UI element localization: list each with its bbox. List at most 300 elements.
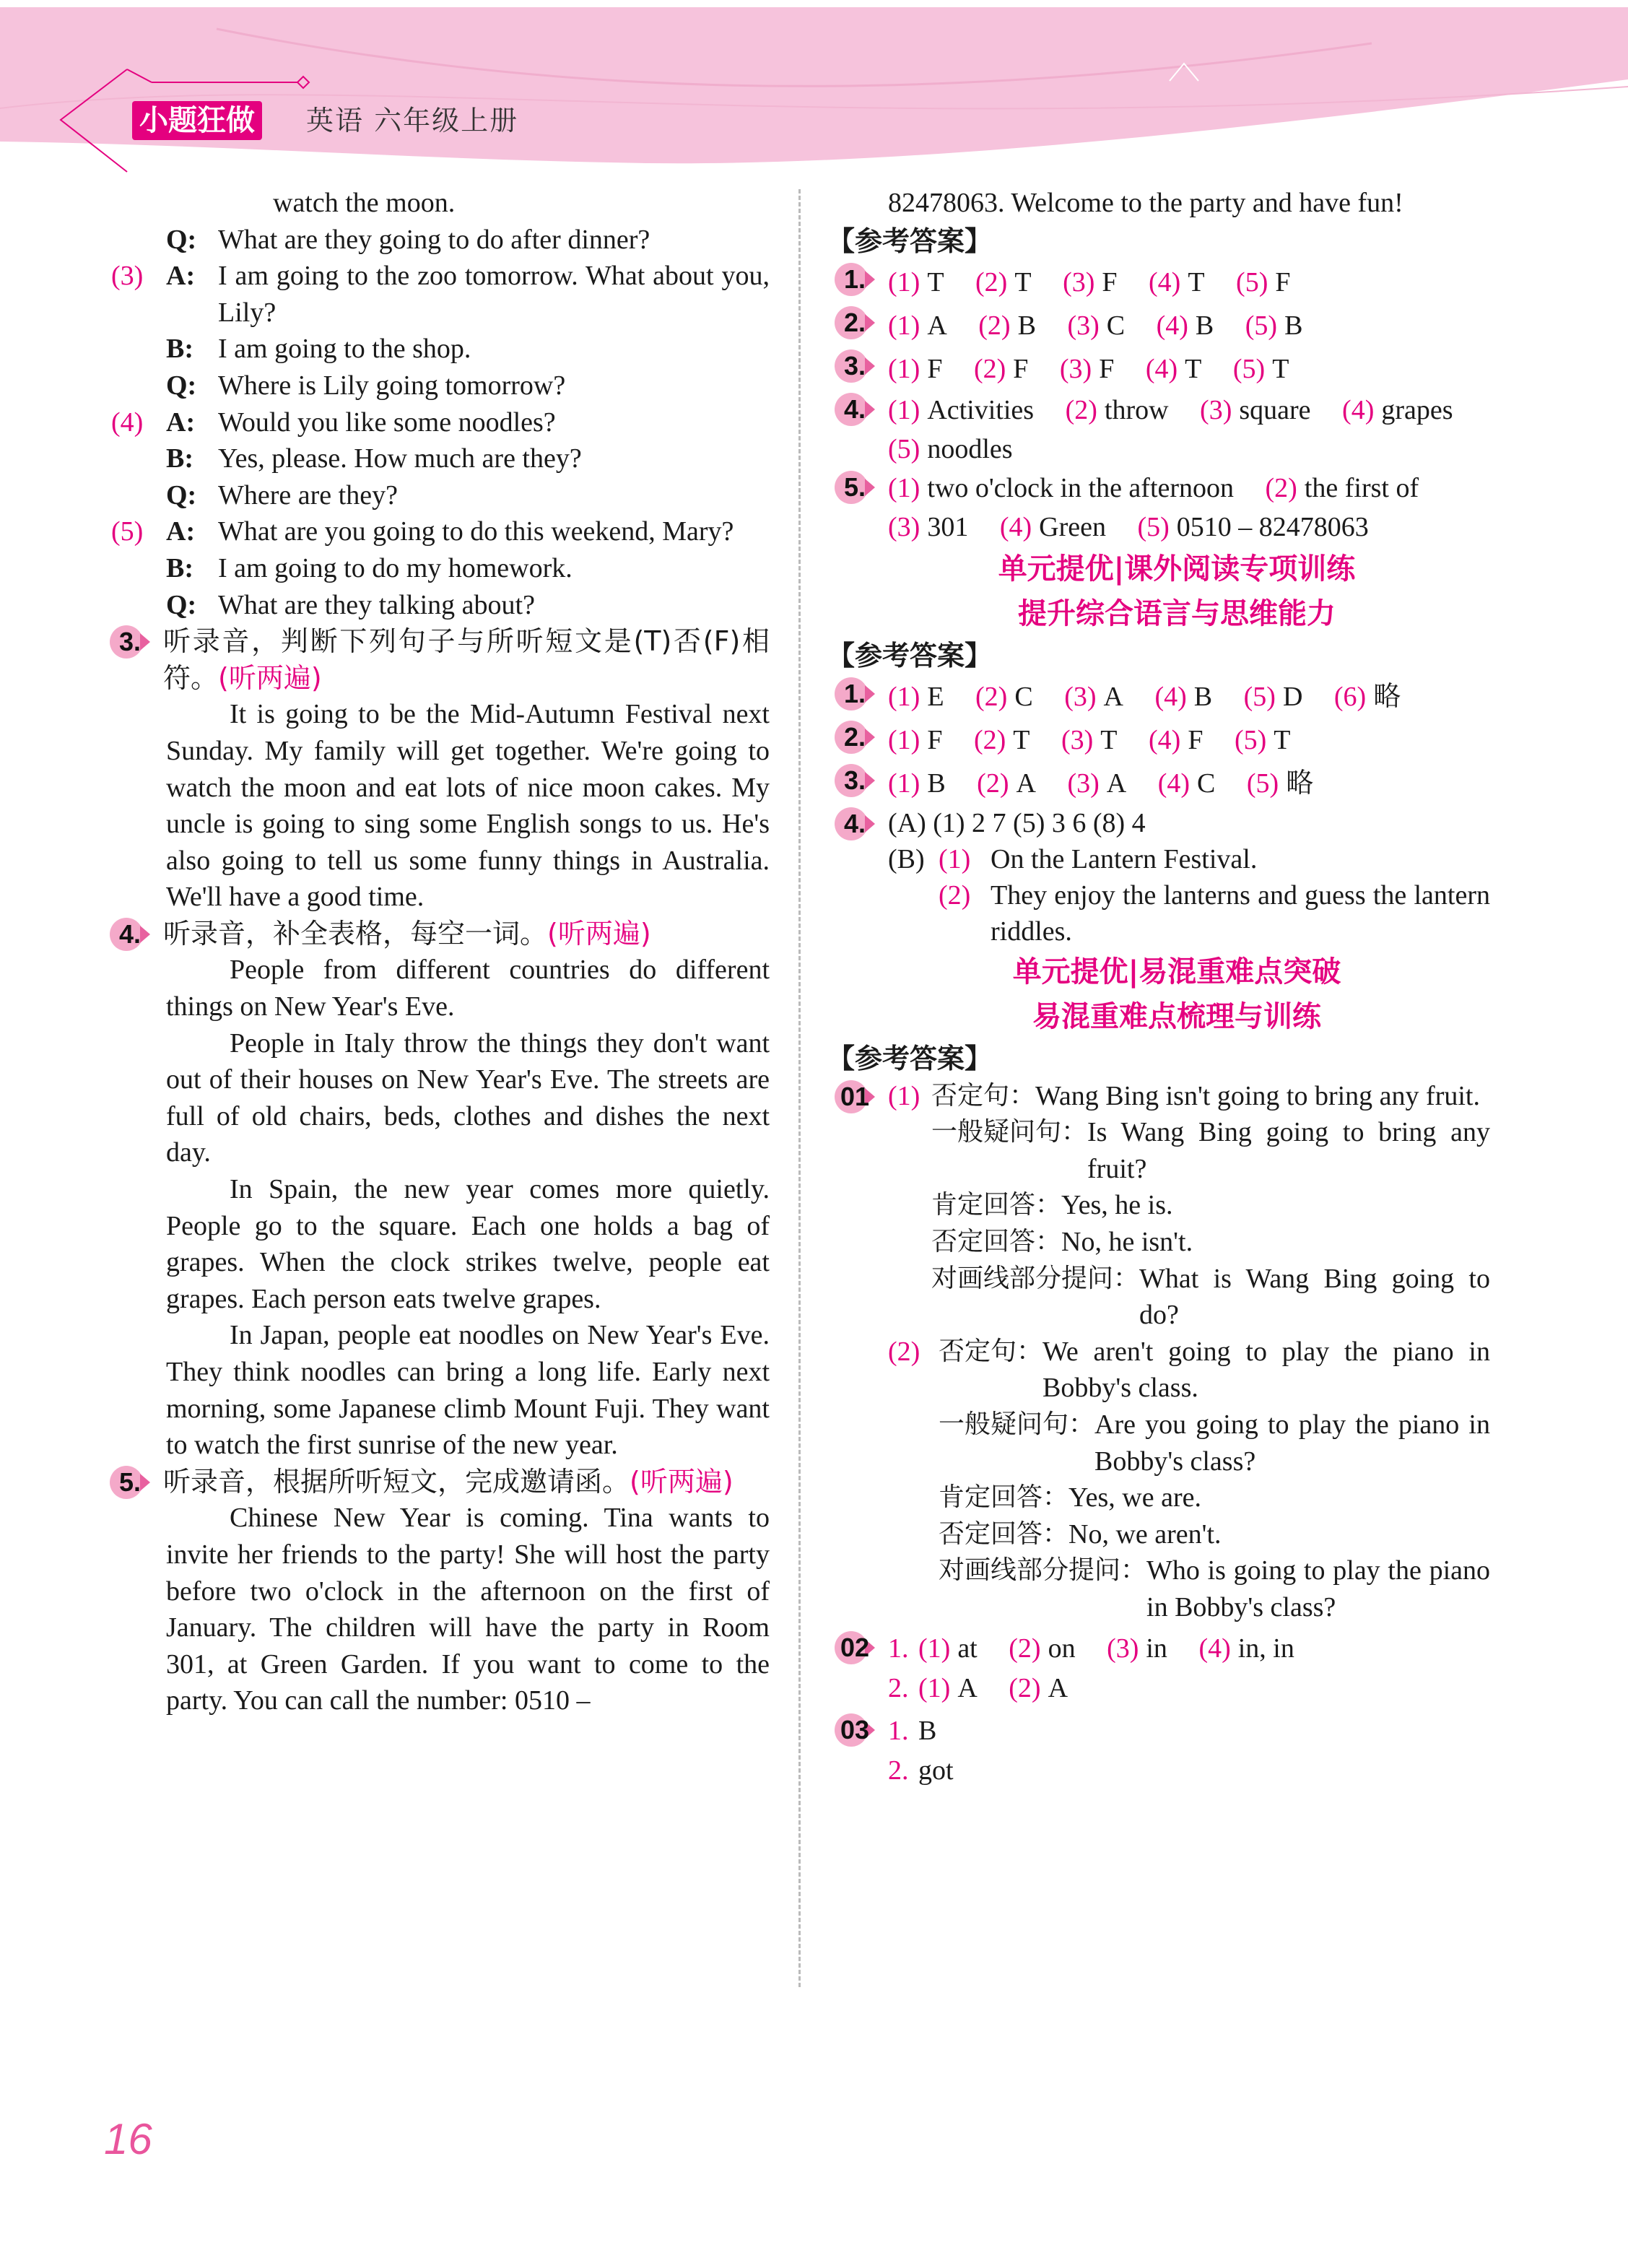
answer-index: (2) bbox=[977, 768, 1009, 799]
answer-value: Green bbox=[1039, 511, 1106, 542]
answer-item bbox=[888, 473, 1234, 503]
answer-index: (2) bbox=[973, 724, 1006, 755]
speaker-label: Q: bbox=[166, 479, 197, 510]
answer-index: (1) bbox=[918, 1633, 951, 1664]
listen-twice-note: (听两遍) bbox=[547, 917, 651, 950]
question-number: 5. bbox=[843, 472, 866, 502]
transform-entry bbox=[939, 1407, 1490, 1480]
answer-index: (5) bbox=[888, 433, 920, 464]
answer-group-body bbox=[930, 1078, 1490, 1334]
answer-row bbox=[835, 1629, 1490, 1708]
question-number-badge bbox=[110, 623, 152, 659]
question-number-badge bbox=[835, 347, 876, 383]
question-number-badge bbox=[835, 762, 876, 798]
answer-item bbox=[1061, 725, 1118, 755]
answer-index: (2) bbox=[1265, 472, 1297, 503]
answer-item bbox=[1064, 682, 1123, 712]
answer-line-b bbox=[888, 841, 1490, 950]
answer-item bbox=[939, 841, 1490, 877]
answer-row bbox=[835, 304, 1490, 347]
sub-answer-body bbox=[918, 1711, 936, 1751]
section-subtitle: 提升综合语言与思维能力 bbox=[1018, 596, 1336, 630]
answer-index: (1) bbox=[918, 1672, 951, 1703]
sub-answer bbox=[888, 1629, 1490, 1669]
answer-value: T bbox=[1274, 724, 1291, 755]
answer-index: (1) bbox=[888, 1080, 920, 1111]
dialogue-line bbox=[166, 440, 770, 477]
answer-item bbox=[888, 310, 947, 341]
question-number-badge bbox=[835, 304, 876, 340]
answer-index: (1) bbox=[888, 310, 920, 341]
answer-value: 略 bbox=[1373, 681, 1401, 712]
answer-row bbox=[835, 1711, 1490, 1791]
answer-value: A bbox=[927, 310, 947, 341]
answer-value: T bbox=[1185, 353, 1202, 384]
answer-value: A bbox=[957, 1672, 978, 1703]
answer-item bbox=[1266, 473, 1419, 503]
dialogue-line bbox=[111, 404, 770, 441]
answer-item bbox=[1000, 512, 1106, 542]
answer-value: T bbox=[1100, 724, 1118, 755]
answer-index: (1) bbox=[888, 724, 920, 755]
speaker-label: Q: bbox=[166, 224, 197, 255]
question-number: 3. bbox=[118, 627, 142, 657]
answer-index: (4) bbox=[1149, 266, 1181, 297]
answer-item bbox=[1146, 354, 1202, 384]
answer-index: (4) bbox=[1156, 310, 1188, 341]
answer-row-body bbox=[888, 261, 1490, 304]
answer-item bbox=[1149, 725, 1203, 755]
answer-item bbox=[978, 310, 1036, 341]
answer-index: (2) bbox=[1009, 1633, 1041, 1664]
transform-entry bbox=[939, 1516, 1490, 1553]
answer-index: (2) bbox=[975, 266, 1008, 297]
question-number: 2. bbox=[843, 307, 866, 337]
answer-item bbox=[888, 395, 1034, 425]
right-column bbox=[827, 185, 1490, 1791]
answer-value: C bbox=[1197, 768, 1216, 799]
answer-item bbox=[888, 354, 942, 384]
answer-value: B bbox=[1017, 310, 1036, 341]
sentence-type-label: 一般疑问句： bbox=[931, 1117, 1088, 1147]
answer-item bbox=[1235, 725, 1291, 755]
question-number: 02 bbox=[840, 1632, 870, 1662]
answer-row-body bbox=[888, 304, 1490, 347]
answer-item bbox=[977, 768, 1036, 799]
answer-item bbox=[1154, 682, 1212, 712]
answer-value: C bbox=[1014, 681, 1033, 712]
answer-value: B bbox=[1193, 681, 1213, 712]
passage-paragraph: Chinese New Year is coming. Tina wants to invite her friends to the party! She will host the party before two o'clock in the afternoon on the first of January. The children will have the party in Room 301, at Green Garden. If you want to come to the party. You can call the number: 0510 – bbox=[166, 1503, 770, 1716]
answer-row-body bbox=[888, 805, 1490, 950]
question-number-badge bbox=[835, 469, 876, 505]
speaker-label: B: bbox=[166, 443, 193, 474]
answer-key-label: 【参考答案】 bbox=[827, 225, 993, 257]
sentence-type-label: 否定句： bbox=[931, 1080, 1036, 1111]
answer-value: got bbox=[918, 1755, 954, 1786]
transform-entry bbox=[931, 1114, 1490, 1187]
sentence-type-label: 对画线部分提问： bbox=[939, 1555, 1147, 1586]
speaker-label: B: bbox=[166, 552, 193, 583]
answer-value: B bbox=[1195, 310, 1214, 341]
answer-index: (5) bbox=[1243, 681, 1276, 712]
answer-value: F bbox=[927, 353, 943, 384]
answer-value: B bbox=[1284, 310, 1303, 341]
answer-row-body bbox=[888, 1711, 1490, 1791]
answer-value: grapes bbox=[1381, 394, 1453, 425]
dialogue-line bbox=[166, 550, 770, 587]
answer-value: square bbox=[1239, 394, 1311, 425]
dialogue-text: Where are they? bbox=[218, 479, 398, 510]
sub-answer-body bbox=[918, 1751, 954, 1791]
answer-row bbox=[835, 718, 1490, 762]
section-title: 单元提优|课外阅读专项训练 bbox=[998, 552, 1356, 586]
answer-row-body bbox=[888, 1629, 1490, 1708]
answer-item bbox=[1158, 768, 1216, 799]
answer-value: A bbox=[1048, 1672, 1068, 1703]
answer-index: (5) bbox=[1245, 310, 1278, 341]
answer-item bbox=[918, 1633, 978, 1664]
answer-row-body bbox=[888, 1078, 1490, 1626]
answer-line-a: (A) (1) 2 7 (5) 3 6 (8) 4 bbox=[888, 807, 1146, 838]
passage-paragraph: People in Italy throw the things they don't want out of their houses on New Year's Eve. The streets are full of old chairs, beds, clothes and dishes the next day. bbox=[166, 1027, 770, 1168]
answer-index: (5) bbox=[1236, 266, 1268, 297]
sentence-answer: No, we aren't. bbox=[1068, 1518, 1222, 1550]
answer-index: (5) bbox=[1232, 353, 1266, 384]
answer-part-b-items bbox=[939, 841, 1490, 950]
sub-answer bbox=[888, 1751, 1490, 1791]
answer-item bbox=[1009, 1673, 1068, 1703]
answer-value: A bbox=[1016, 768, 1036, 799]
listen-twice-note: (听两遍) bbox=[218, 661, 322, 694]
answer-value: F bbox=[1188, 724, 1203, 755]
answer-value: T bbox=[1013, 724, 1030, 755]
transform-entry bbox=[939, 1480, 1490, 1516]
answer-index: (4) bbox=[1342, 394, 1375, 425]
page-number: 16 bbox=[104, 2115, 152, 2163]
answer-row bbox=[835, 391, 1490, 469]
answer-item bbox=[888, 267, 944, 297]
answer-item bbox=[918, 1673, 978, 1703]
answer-value: F bbox=[1099, 353, 1115, 384]
answer-value: E bbox=[927, 681, 944, 712]
dialogue-line bbox=[166, 477, 770, 514]
answer-item bbox=[888, 768, 946, 799]
sub-answer bbox=[888, 1669, 1490, 1708]
dialogue-line bbox=[166, 331, 770, 368]
answer-index: (3) bbox=[1064, 681, 1097, 712]
answer-item bbox=[1244, 682, 1303, 712]
answer-index: (4) bbox=[1145, 353, 1178, 384]
speaker-label: Q: bbox=[166, 370, 197, 401]
answer-value: 301 bbox=[927, 511, 969, 542]
question-heading bbox=[110, 623, 770, 696]
answer-value: throw bbox=[1104, 394, 1169, 425]
answer-index: (5) bbox=[1246, 768, 1279, 799]
answer-value: F bbox=[1102, 266, 1118, 297]
answer-row bbox=[835, 469, 1490, 547]
answer-index: (1) bbox=[888, 394, 920, 425]
answer-value: 0510 – 82478063 bbox=[1176, 511, 1369, 542]
answer-value: On the Lantern Festival. bbox=[991, 843, 1258, 874]
answer-item bbox=[888, 434, 1013, 464]
answer-group-body bbox=[930, 1334, 1490, 1626]
answer-item bbox=[1245, 310, 1303, 341]
answer-item bbox=[975, 267, 1032, 297]
question-instruction bbox=[163, 623, 770, 696]
answer-item bbox=[1137, 512, 1368, 542]
question-number: 3. bbox=[843, 765, 866, 795]
sentence-answer: Are you going to play the piano in Bobby's class? bbox=[1094, 1409, 1490, 1477]
answer-index: (3) bbox=[1063, 266, 1095, 297]
sub-answer-body bbox=[918, 1669, 1092, 1708]
speaker-label: B: bbox=[166, 334, 193, 365]
transform-entry bbox=[931, 1187, 1490, 1224]
answer-index: (3) bbox=[1067, 310, 1100, 341]
dialogue-line bbox=[111, 258, 770, 331]
sentence-answer: Wang Bing isn't going to bring any fruit. bbox=[1035, 1080, 1480, 1111]
sentence-answer: What is Wang Bing going to do? bbox=[1139, 1263, 1490, 1331]
speaker-label: A: bbox=[166, 261, 196, 292]
answer-row-body bbox=[888, 391, 1490, 469]
question-instruction bbox=[163, 916, 770, 952]
answer-value: F bbox=[927, 724, 943, 755]
answer-item bbox=[888, 682, 944, 712]
answer-item bbox=[1157, 310, 1214, 341]
answer-value: the first of bbox=[1304, 472, 1419, 503]
answer-item bbox=[1247, 768, 1313, 799]
answer-index: (4) bbox=[1149, 724, 1181, 755]
answer-item bbox=[1067, 310, 1125, 341]
answer-item bbox=[974, 354, 1028, 384]
answer-index: (2) bbox=[973, 353, 1006, 384]
answer-value: A bbox=[1106, 768, 1127, 799]
answer-item bbox=[1066, 395, 1169, 425]
dialogue-text: Where is Lily going tomorrow? bbox=[218, 370, 566, 401]
dialogue-text: Yes, please. How much are they? bbox=[218, 443, 582, 474]
question-number-badge bbox=[835, 805, 876, 841]
dialogue-line bbox=[166, 222, 770, 258]
answer-value: T bbox=[1272, 353, 1289, 384]
answer-group bbox=[888, 1334, 1490, 1626]
transform-entry bbox=[939, 1334, 1490, 1407]
sentence-answer: Yes, we are. bbox=[1068, 1482, 1202, 1513]
answer-index: (3) bbox=[888, 511, 920, 542]
answer-index: (1) bbox=[888, 353, 920, 384]
sub-number: 2. bbox=[888, 1672, 909, 1703]
question-number-badge bbox=[835, 1078, 876, 1114]
dialogue-line bbox=[166, 368, 770, 404]
question-number-badge bbox=[835, 675, 876, 711]
sentence-type-label: 否定句： bbox=[939, 1336, 1043, 1366]
answer-index: (3) bbox=[1059, 353, 1092, 384]
passage-paragraph: It is going to be the Mid-Autumn Festival next Sunday. My family will get together. We're going to watch the moon and eat lots of nice moon cakes. My uncle is going to sing some English songs to us. He's also going to tell us some funny things in Australia. We'll have a good time. bbox=[166, 699, 770, 913]
question-instruction bbox=[163, 1464, 770, 1500]
answer-index: (4) bbox=[1154, 681, 1187, 712]
speaker-label: A: bbox=[166, 516, 196, 547]
question-number-badge bbox=[110, 1464, 152, 1500]
dialogue-text: Would you like some noodles? bbox=[218, 407, 556, 438]
question-number: 4. bbox=[843, 394, 866, 424]
answer-index: (4) bbox=[1198, 1633, 1231, 1664]
answer-value: B bbox=[927, 768, 946, 799]
answer-index: (1) bbox=[888, 768, 920, 799]
answer-value: T bbox=[1014, 266, 1032, 297]
answer-value: F bbox=[1013, 353, 1029, 384]
answer-item bbox=[1067, 768, 1126, 799]
sentence-answer: We aren't going to play the piano in Bobby's class. bbox=[1042, 1336, 1490, 1404]
answer-index: (2) bbox=[1009, 1672, 1041, 1703]
sub-number: 1. bbox=[888, 1715, 909, 1746]
answer-index: (4) bbox=[1157, 768, 1190, 799]
speaker-label: A: bbox=[166, 407, 196, 438]
answer-value: A bbox=[1103, 681, 1123, 712]
question-number-badge bbox=[835, 1629, 876, 1665]
answer-value: Activities bbox=[927, 394, 1035, 425]
passage-paragraph: In Spain, the new year comes more quietly. People go to the square. Each one holds a bag of grapes. When the clock strikes twelve, people eat grapes. Each person eats twelve grapes. bbox=[166, 1174, 770, 1314]
section-subtitle: 易混重难点梳理与训练 bbox=[1032, 999, 1321, 1033]
answer-item bbox=[939, 877, 1490, 950]
answer-row bbox=[835, 261, 1490, 304]
answer-index: (3) bbox=[1200, 394, 1232, 425]
sentence-answer: No, he isn't. bbox=[1061, 1226, 1193, 1257]
question-number-badge bbox=[835, 391, 876, 427]
column-divider bbox=[798, 189, 801, 1987]
answer-value: two o'clock in the afternoon bbox=[927, 472, 1235, 503]
answer-row bbox=[835, 1078, 1490, 1626]
sentence-answer: Is Wang Bing going to bring any fruit? bbox=[1087, 1117, 1490, 1184]
question-number: 1. bbox=[843, 264, 866, 294]
answer-item bbox=[1236, 267, 1290, 297]
answer-item bbox=[1233, 354, 1289, 384]
answer-item bbox=[1334, 682, 1401, 712]
question-number: 01 bbox=[840, 1081, 870, 1111]
speaker-label: Q: bbox=[166, 589, 197, 620]
passage-continuation: 82478063. Welcome to the party and have fun! bbox=[888, 188, 1403, 218]
question-number: 4. bbox=[843, 808, 866, 838]
answer-value: F bbox=[1275, 266, 1291, 297]
dialogue-text: What are they talking about? bbox=[218, 589, 535, 620]
answer-index: (1) bbox=[888, 472, 920, 503]
answer-index: (2) bbox=[888, 1336, 920, 1367]
sentence-type-label: 对画线部分提问： bbox=[931, 1263, 1140, 1293]
answer-index: (1) bbox=[939, 843, 971, 874]
answer-index: (2) bbox=[978, 310, 1011, 341]
answer-item bbox=[1063, 267, 1117, 297]
answer-value: in, in bbox=[1237, 1633, 1294, 1664]
question-number-badge bbox=[835, 261, 876, 297]
answer-index: (3) bbox=[1061, 724, 1094, 755]
answer-index: (3) bbox=[1107, 1633, 1139, 1664]
sentence-answer: Yes, he is. bbox=[1061, 1190, 1173, 1221]
dialogue-text: What are you going to do this weekend, Mary? bbox=[218, 516, 734, 547]
question-number: 03 bbox=[840, 1714, 870, 1745]
answer-row-body bbox=[888, 347, 1490, 391]
answer-index: (3) bbox=[1067, 768, 1100, 799]
dialogue-number: (3) bbox=[111, 261, 144, 292]
answer-index: (4) bbox=[999, 511, 1032, 542]
transform-entry bbox=[931, 1078, 1490, 1115]
answer-part-b-label: (B) bbox=[888, 843, 925, 874]
question-number: 2. bbox=[843, 721, 866, 752]
answer-value: B bbox=[918, 1715, 937, 1746]
dialogue-line bbox=[111, 513, 770, 550]
question-number: 4. bbox=[118, 918, 142, 949]
answer-item bbox=[1107, 1633, 1167, 1664]
answer-value: 略 bbox=[1286, 768, 1314, 799]
instruction-text: 听录音，补全表格，每空一词。 bbox=[163, 917, 548, 950]
sentence-type-label: 否定回答： bbox=[931, 1226, 1062, 1256]
answer-row-body bbox=[888, 469, 1490, 547]
answer-index: (2) bbox=[1065, 394, 1097, 425]
series-logo: 小题狂做 bbox=[132, 101, 262, 140]
answer-value: T bbox=[1188, 266, 1205, 297]
answer-item bbox=[974, 725, 1030, 755]
answer-index: (5) bbox=[1137, 511, 1170, 542]
answer-item bbox=[1009, 1633, 1075, 1664]
sub-number: 2. bbox=[888, 1755, 909, 1786]
dialogue-text: I am going to the zoo tomorrow. What about you, Lily? bbox=[218, 261, 770, 328]
answer-value: in bbox=[1146, 1633, 1167, 1664]
answer-index: (2) bbox=[975, 681, 1008, 712]
answer-index: (2) bbox=[939, 879, 971, 911]
answer-value: D bbox=[1282, 681, 1303, 712]
question-number-badge bbox=[835, 718, 876, 755]
answer-item bbox=[1149, 267, 1205, 297]
question-heading bbox=[110, 1464, 770, 1500]
sub-number: 1. bbox=[888, 1633, 909, 1664]
answer-key-label: 【参考答案】 bbox=[827, 639, 993, 672]
dialogue-line: watch the moon. bbox=[273, 188, 456, 218]
sub-answer-body bbox=[918, 1629, 1319, 1669]
dialogue-line bbox=[166, 587, 770, 624]
instruction-text: 听录音，判断下列句子与所听短文是(T)否(F)相符。 bbox=[163, 625, 770, 694]
listen-twice-note: (听两遍) bbox=[630, 1465, 734, 1498]
answer-row bbox=[835, 675, 1490, 718]
answer-index: (1) bbox=[888, 681, 920, 712]
sentence-answer: Who is going to play the piano in Bobby's class? bbox=[1146, 1555, 1490, 1622]
dialogue-text: I am going to the shop. bbox=[218, 334, 471, 365]
answer-row bbox=[835, 762, 1490, 805]
question-heading bbox=[110, 916, 770, 952]
answer-value: on bbox=[1048, 1633, 1076, 1664]
sentence-type-label: 肯定回答： bbox=[939, 1482, 1069, 1513]
question-number: 1. bbox=[843, 678, 866, 708]
answer-value: T bbox=[927, 266, 944, 297]
transform-entry bbox=[939, 1552, 1490, 1625]
answer-value: C bbox=[1106, 310, 1126, 341]
answer-key-label: 【参考答案】 bbox=[827, 1042, 993, 1074]
passage-paragraph: In Japan, people eat noodles on New Year's Eve. They think noodles can bring a long life. Early next morning, some Japanese climb Mount Fuji. They want to watch the first sunrise of the new year. bbox=[166, 1320, 770, 1461]
dialogue-number: (4) bbox=[111, 407, 144, 438]
question-number: 3. bbox=[843, 350, 866, 381]
transform-entry bbox=[931, 1261, 1490, 1334]
answer-value: They enjoy the lanterns and guess the lantern riddles. bbox=[991, 879, 1490, 947]
answer-group bbox=[888, 1078, 1490, 1334]
sentence-type-label: 否定回答： bbox=[939, 1518, 1069, 1549]
answer-item bbox=[1060, 354, 1114, 384]
answer-item bbox=[888, 512, 968, 542]
answer-item bbox=[1198, 1633, 1294, 1664]
left-column bbox=[111, 185, 770, 1719]
answer-row-body bbox=[888, 675, 1490, 718]
answer-item bbox=[888, 725, 942, 755]
answer-item bbox=[1200, 395, 1311, 425]
passage-paragraph: People from different countries do different things on New Year's Eve. bbox=[166, 955, 770, 1022]
dialogue-text: What are they going to do after dinner? bbox=[218, 224, 650, 255]
transform-entry bbox=[931, 1224, 1490, 1261]
header-banner bbox=[0, 0, 1628, 188]
